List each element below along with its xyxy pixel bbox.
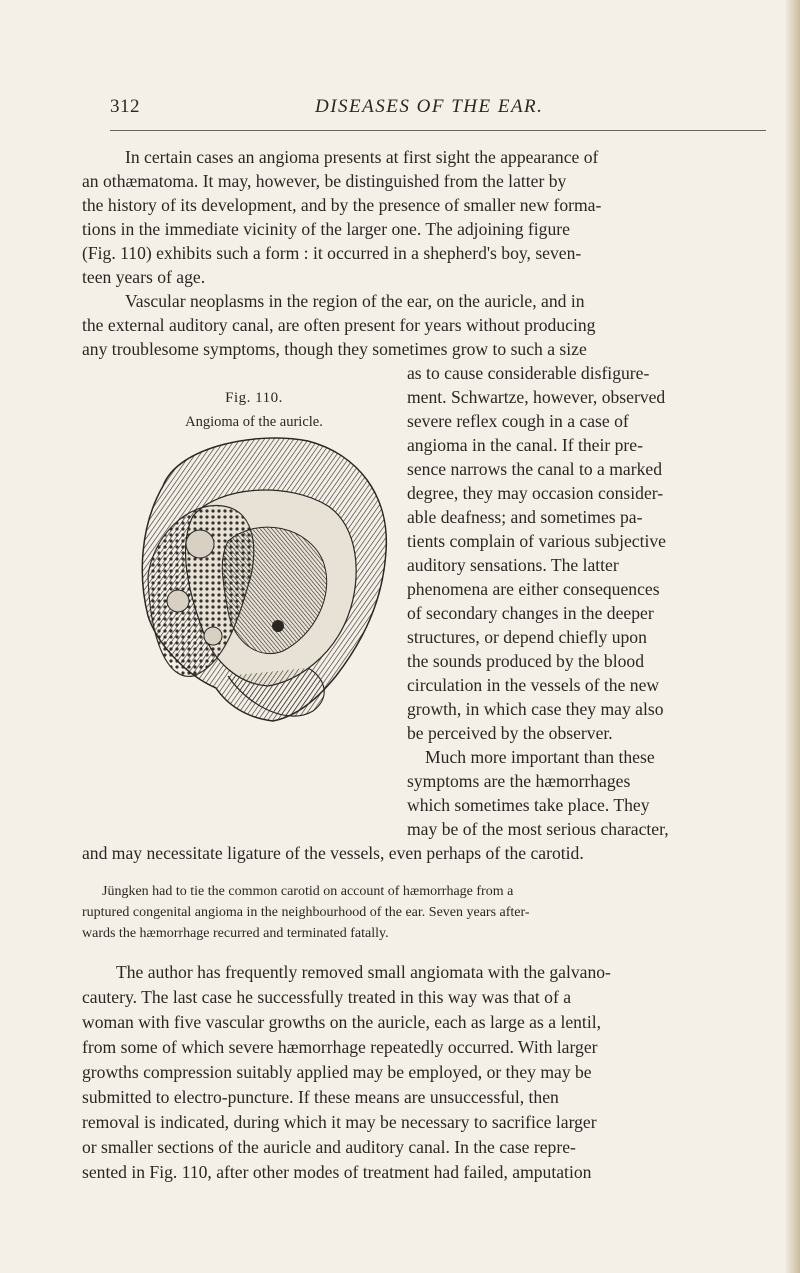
text-line: symptoms are the hæmorrhages	[407, 771, 631, 791]
text-line: growths compression suitably applied may be employed, or they may be	[82, 1062, 592, 1082]
text-line: or smaller sections of the auricle and auditory canal. In the case repre-	[82, 1137, 576, 1157]
text-line: and may necessitate ligature of the vessels, even perhaps of the carotid.	[82, 843, 584, 863]
text-line: degree, they may occasion consider-	[407, 483, 664, 503]
text-line: tions in the immediate vicinity of the larger one. The adjoining figure	[82, 219, 570, 239]
figure-110	[108, 376, 400, 736]
text-line: circulation in the vessels of the new	[407, 675, 660, 695]
text-line: phenomena are either consequences	[407, 579, 660, 599]
text-line: cautery. The last case he successfully treated in this way was that of a	[82, 987, 572, 1007]
page-number: 312	[110, 96, 140, 117]
text-line: auditory sensations. The latter	[407, 555, 619, 575]
text-line: angioma in the canal. If their pre-	[407, 435, 643, 455]
text-line: any troublesome symptoms, though they sometimes grow to such a size	[82, 339, 587, 359]
auricle-engraving	[108, 376, 400, 736]
text-line: as to cause considerable disfigure-	[407, 363, 650, 383]
page-header	[110, 96, 766, 131]
page-edge-shadow	[786, 0, 800, 1273]
text-line: sence narrows the canal to a marked	[407, 459, 662, 479]
text-line: Jüngken had to tie the common carotid on account of hæmorrhage from a	[102, 884, 514, 899]
text-line: Much more important than these	[425, 747, 655, 767]
text-line: tients complain of various subjective	[407, 531, 666, 551]
text-line: (Fig. 110) exhibits such a form : it occurred in a shepherd's boy, seven-	[82, 243, 582, 263]
text-line: severe reflex cough in a case of	[407, 411, 629, 431]
text-line: the history of its development, and by the presence of smaller new forma-	[82, 195, 602, 215]
text-line: Vascular neoplasms in the region of the ear, on the auricle, and in	[125, 291, 585, 311]
figure-number: Fig. 110.	[225, 390, 283, 406]
text-line: structures, or depend chiefly upon	[407, 627, 647, 647]
text-line: woman with five vascular growths on the auricle, each as large as a lentil,	[82, 1012, 601, 1032]
text-line: In certain cases an angioma presents at first sight the appearance of	[125, 147, 599, 167]
text-line: ruptured congenital angioma in the neighbourhood of the ear. Seven years after-	[82, 905, 530, 920]
text-line: sented in Fig. 110, after other modes of treatment had failed, amputation	[82, 1162, 592, 1182]
text-line: The author has frequently removed small angiomata with the galvano-	[116, 962, 611, 982]
text-line: from some of which severe hæmorrhage repeatedly occurred. With larger	[82, 1037, 598, 1057]
text-line: which sometimes take place. They	[407, 795, 650, 815]
text-line: may be of the most serious character,	[407, 819, 669, 839]
text-line: removal is indicated, during which it may be necessary to sacrifice larger	[82, 1112, 597, 1132]
text-line: teen years of age.	[82, 267, 206, 287]
text-line: ment. Schwartze, however, observed	[407, 387, 666, 407]
text-line: be perceived by the observer.	[407, 723, 613, 743]
text-line: wards the hæmorrhage recurred and terminated fatally.	[82, 926, 389, 941]
text-line: submitted to electro-puncture. If these means are unsuccessful, then	[82, 1087, 559, 1107]
text-line: able deafness; and sometimes pa-	[407, 507, 643, 527]
text-line: growth, in which case they may also	[407, 699, 664, 719]
figure-caption: Angioma of the auricle.	[185, 414, 323, 430]
text-line: the external auditory canal, are often present for years without producing	[82, 315, 596, 335]
text-line: of secondary changes in the deeper	[407, 603, 654, 623]
text-line: an othæmatoma. It may, however, be distinguished from the latter by	[82, 171, 567, 191]
running-title: DISEASES OF THE EAR.	[315, 96, 544, 117]
text-line: the sounds produced by the blood	[407, 651, 644, 671]
